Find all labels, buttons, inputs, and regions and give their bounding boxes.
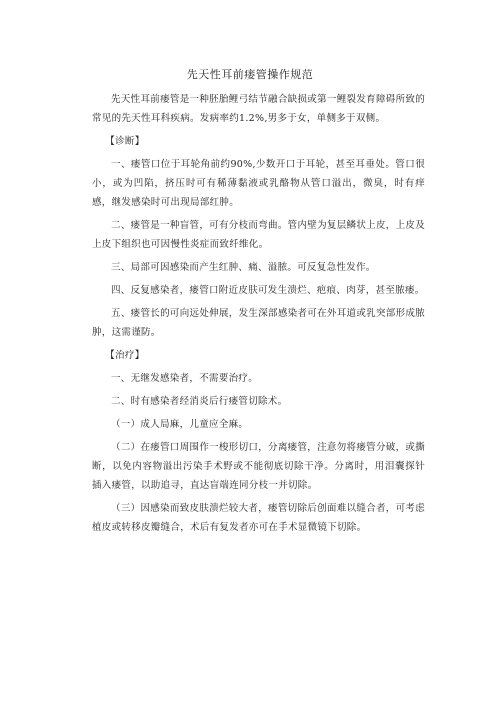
document-body xyxy=(92,90,425,541)
treatment-item-2: 二、时有感染者经消炎后行瘘管切除术。 xyxy=(111,396,288,407)
section-heading-treatment: 【治疗】 xyxy=(105,350,145,361)
treatment-subitem-2: （二）在瘘管口周围作一梭形切口，分离瘘管，注意勿将瘘管分破，或撕断，以免内容物溢出污染手术野或不能彻底切除干净。分离时，用泪囊探针插入瘘管，以助追寻，直达盲端连同分枝一并切除。 xyxy=(92,442,425,491)
treatment-subitem-1: （一）成人局麻，儿童应全麻。 xyxy=(111,419,249,430)
treatment-subitem-3: （三）因感染而致皮肤溃烂较大者，瘘管切除后创面难以缝合者，可考虑植皮或转移皮瓣缝合，术后有复发者亦可在手术显微镜下切除。 xyxy=(92,503,425,533)
diagnosis-item-3: 三、局部可因感染而产生红肿、痛、溢脓。可反复急性发作。 xyxy=(111,262,376,273)
document-title: 先天性耳前瘘管操作规范 xyxy=(186,68,314,81)
section-heading-diagnosis: 【诊断】 xyxy=(105,136,145,147)
diagnosis-item-1: 一、瘘管口位于耳轮角前约90%,少数开口于耳轮，甚至耳垂处。管口很小，或为凹陷，挤压时可有稀薄黏液或乳酪物从管口溢出，微臭，时有痒感，继发感染时可出现局部红肿。 xyxy=(92,159,425,208)
diagnosis-item-4: 四、反复感染者，瘘管口附近皮肤可发生溃烂、疤痕、肉芽，甚至脓瘘。 xyxy=(111,285,425,296)
diagnosis-item-2: 二、瘘管是一种盲管，可有分枝而弯曲。管内壁为复层鳞状上皮，上皮及上皮下组织也可因慢性炎症而致纤维化。 xyxy=(92,220,425,250)
diagnosis-item-5: 五、瘘管长的可向远处伸展，发生深部感染者可在外耳道或乳突部形成脓肿，这需谨防。 xyxy=(92,308,425,338)
treatment-item-1: 一、无继发感染者，不需要治疗。 xyxy=(111,373,259,384)
paragraph-intro: 先天性耳前瘘管是一种胚胎鲤弓结节融合缺损或第一鲤裂发育障碍所致的常见的先天性耳科疾病。发病率约1.2%,男多于女，单侧多于双侧。 xyxy=(92,94,425,124)
